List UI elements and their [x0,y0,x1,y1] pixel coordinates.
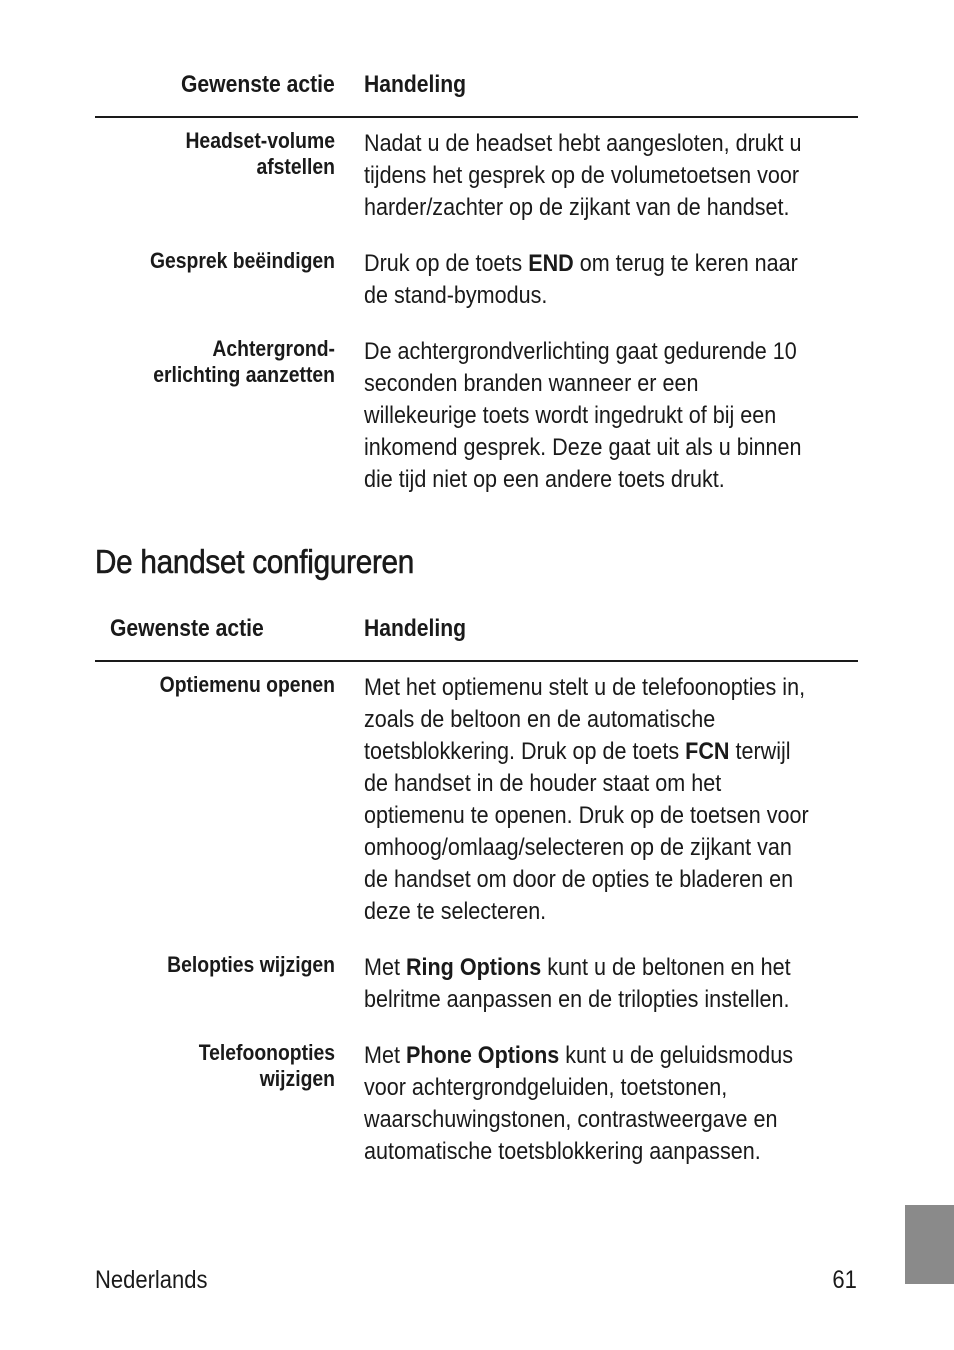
row-action-label: Achtergrond- erlichting aanzetten [153,336,335,387]
column-header-handling: Handeling [364,615,467,642]
menu-name-phone-options: Phone Options [405,1042,560,1069]
column-header-handling: Handeling [364,71,467,98]
section-title: De handset configureren [95,543,415,580]
table-configure [95,614,858,1165]
footer-language: Nederlands [95,1266,208,1294]
menu-name-ring-options: Ring Options [405,954,542,981]
thumb-index-tab [905,1205,954,1284]
row-description: De achtergrondverlichting gaat gedurende 10 seconden branden wanneer er een willekeurige toets wordt ingedrukt of bij een inkomend gesprek. Deze gaat uit als u binnen die tijd niet op een andere toets drukt. [364,338,802,493]
table-header [95,70,858,118]
row-action-label: Optiemenu openen [159,672,335,697]
row-action-label: Telefoonopties wijzigen [198,1040,335,1091]
row-action-label: Gesprek beëindigen [149,248,335,273]
key-name-end: END [528,250,574,277]
row-action-label: Belopties wijzigen [167,952,335,977]
row-action-label: Headset-volume afstellen [185,128,335,179]
row-description: Met het optiemenu stelt u de telefoonopties in, zoals de beltoon en de automatische toetsblokkering. Druk op de toets FCN terwijl de handset in de houder staat om het optiemenu te openen. Druk op de toetsen voor omhoog/omlaag/selecteren op de zijkant van de handset om door de opties te bladeren en deze te selecteren. [364,674,809,925]
key-name-fcn: FCN [685,738,730,765]
row-description: Druk op de toets END om terug te keren naar de stand-bymodus. [364,250,798,309]
page-number: 61 [832,1266,857,1294]
table-top [95,70,858,493]
table-header [95,614,858,662]
column-header-action: Gewenste actie [181,71,335,98]
row-description: Met Phone Options kunt u de geluidsmodus voor achtergrondgeluiden, toetstonen, waarschuwingstonen, contrastweergave en automatische toetsblokkering aanpassen. [364,1042,793,1165]
column-header-action: Gewenste actie [110,615,264,642]
row-description: Nadat u de headset hebt aangesloten, drukt u tijdens het gesprek op de volumetoetsen voor harder/zachter op de zijkant van de handset. [364,130,802,221]
row-description: Met Ring Options kunt u de beltonen en het belritme aanpassen en de trilopties instellen. [364,954,791,1013]
